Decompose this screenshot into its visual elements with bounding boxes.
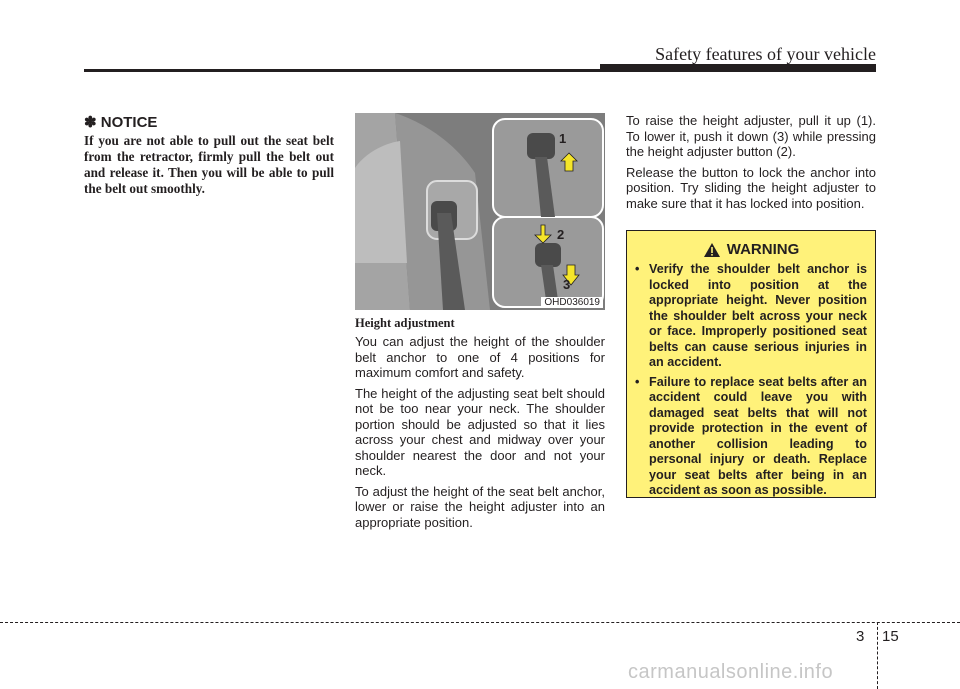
raise-lower-section bbox=[626, 113, 876, 216]
notice-heading bbox=[84, 113, 334, 131]
header-title: Safety features of your vehicle bbox=[655, 44, 876, 64]
warning-item-text: Failure to replace seat belts after an accident could leave you with damaged seat belts that will not provide protection in the event of another collision leading to personal injury or death. Replace your seat belts after being in an accident as soon as possible. bbox=[649, 374, 867, 497]
footer-divider bbox=[877, 622, 878, 689]
seat-belt-illustration bbox=[355, 113, 605, 310]
height-adjustment-paragraph: To adjust the height of the seat belt anchor, lower or raise the height adjuster into an appropriate position. bbox=[355, 483, 605, 530]
page-number: 15 bbox=[882, 628, 899, 645]
warning-title: WARNING bbox=[726, 241, 800, 258]
warning-item bbox=[635, 375, 867, 499]
height-adjustment-paragraph: The height of the adjusting seat belt should not be too near your neck. The shoulder portion should be adjusted so that it lies across your chest and midway over your shoulder nearest the door and not your neck. bbox=[355, 385, 605, 478]
height-adjustment-caption: Height adjustment bbox=[355, 316, 455, 330]
chapter-number: 3 bbox=[856, 628, 865, 645]
raise-lower-paragraph: Release the button to lock the anchor into position. Try sliding the height adjuster to make sure that it has locked into position. bbox=[626, 164, 876, 211]
footer-rule bbox=[0, 622, 960, 623]
warning-box bbox=[626, 230, 876, 498]
header-tab bbox=[600, 64, 876, 71]
height-adjustment-paragraph: You can adjust the height of the shoulder belt anchor to one of 4 positions for maximum comfort and safety. bbox=[355, 334, 605, 380]
cross-star-icon: ✽ bbox=[84, 114, 97, 131]
notice-body: If you are not able to pull out the seat belt from the retractor, firmly pull the belt out and release it. Then you will be able to pull the belt out smoothly. bbox=[84, 133, 334, 196]
warning-item bbox=[635, 262, 867, 371]
watermark: carmanualsonline.info bbox=[628, 661, 834, 683]
raise-lower-paragraph: To raise the height adjuster, pull it up (1). To lower it, push it down (3) while pressing the height adjuster button (2). bbox=[626, 113, 876, 159]
warning-item-text: Verify the shoulder belt anchor is locked into position at the appropriate height. Never position the shoulder belt across your neck or face. Improperly positioned seat belts can cause serious injuries in an accident. bbox=[649, 262, 867, 369]
notice-title: NOTICE bbox=[100, 114, 158, 131]
seat-belt-figure bbox=[355, 113, 605, 310]
height-adjustment-section bbox=[355, 113, 605, 535]
warning-triangle-icon bbox=[703, 242, 721, 258]
callout-3: 3 bbox=[563, 277, 571, 292]
bullet: • bbox=[635, 374, 640, 389]
figure-code: OHD036019 bbox=[541, 297, 603, 308]
bullet: • bbox=[635, 262, 640, 276]
callout-2: 2 bbox=[557, 227, 565, 242]
warning-list bbox=[635, 262, 867, 499]
callout-1: 1 bbox=[559, 131, 567, 146]
notice-section bbox=[84, 113, 334, 197]
warning-heading bbox=[635, 241, 867, 258]
